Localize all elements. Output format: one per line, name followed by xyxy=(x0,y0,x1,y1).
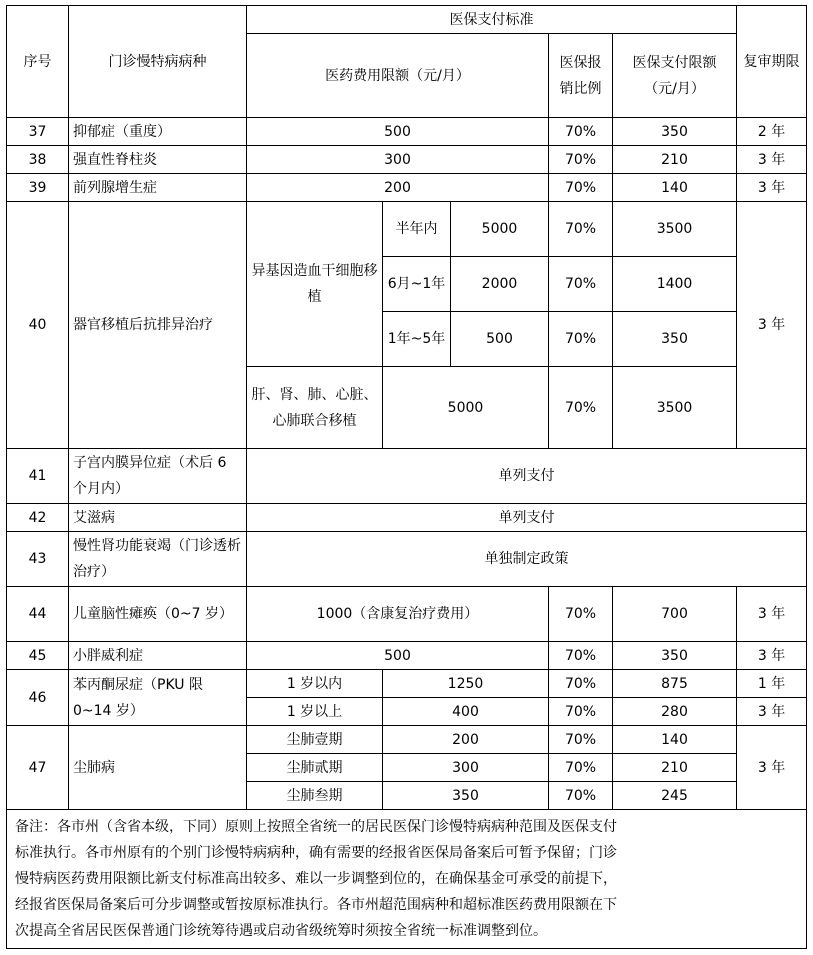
table-cell: 39 xyxy=(7,174,69,202)
note-line: 标准执行。各市州原有的个别门诊慢特病病种，确有需要的经报省医保局备案后可暂予保留；门诊 xyxy=(15,845,617,861)
table-cell: 700 xyxy=(613,587,737,642)
table-cell: 苯丙酮尿症（PKU 限 0~14 岁） xyxy=(69,670,247,726)
header-review: 复审期限 xyxy=(737,6,807,118)
table-cell: 43 xyxy=(7,532,69,587)
table-row xyxy=(7,587,807,642)
table-row xyxy=(7,670,807,698)
table-row xyxy=(7,449,807,504)
table-cell: 小胖威利症 xyxy=(69,642,247,670)
table-cell: 70% xyxy=(549,174,613,202)
table-cell: 70% xyxy=(549,202,613,257)
table-row xyxy=(7,642,807,670)
table-cell: 单列支付 xyxy=(247,449,807,504)
table-cell: 47 xyxy=(7,726,69,810)
table-cell: 强直性脊柱炎 xyxy=(69,146,247,174)
table-cell: 46 xyxy=(7,670,69,726)
table-cell: 42 xyxy=(7,504,69,532)
table-cell: 3 年 xyxy=(737,174,807,202)
table-cell: 350 xyxy=(613,118,737,146)
table-cell: 70% xyxy=(549,642,613,670)
table-cell: 1250 xyxy=(383,670,549,698)
table-cell: 3 年 xyxy=(737,726,807,810)
header-disease: 门诊慢特病病种 xyxy=(69,6,247,118)
table-cell: 70% xyxy=(549,670,613,698)
table-row xyxy=(7,174,807,202)
note-row xyxy=(7,810,807,949)
table-row xyxy=(7,726,807,754)
table-cell: 2 年 xyxy=(737,118,807,146)
table-cell: 70% xyxy=(549,726,613,754)
table-cell: 70% xyxy=(549,257,613,312)
table-cell: 单列支付 xyxy=(247,504,807,532)
table-cell: 70% xyxy=(549,146,613,174)
table-cell: 6月~1年 xyxy=(383,257,451,312)
table-cell: 5000 xyxy=(451,202,549,257)
table-row xyxy=(7,118,807,146)
table-cell: 70% xyxy=(549,367,613,449)
table-cell: 245 xyxy=(613,782,737,810)
table-cell: 140 xyxy=(613,174,737,202)
table-cell: 器官移植后抗排异治疗 xyxy=(69,202,247,449)
table-cell: 3 年 xyxy=(737,642,807,670)
table-cell: 45 xyxy=(7,642,69,670)
table-cell: 350 xyxy=(613,312,737,367)
note-line: 慢特病医药费用限额比新支付标准高出较多、难以一步调整到位的，在确保基金可承受的前提下， xyxy=(15,871,617,887)
table-cell: 5000 xyxy=(383,367,549,449)
note-line: 次提高全省居民医保普通门诊统筹待遇或启动省级统筹时须按全省统一标准调整到位。 xyxy=(15,923,547,939)
table-cell: 尘肺病 xyxy=(69,726,247,810)
table-cell: 70% xyxy=(549,754,613,782)
table-row xyxy=(7,202,807,257)
policy-table xyxy=(6,5,807,949)
table-cell: 500 xyxy=(247,642,549,670)
table-cell: 350 xyxy=(383,782,549,810)
table-cell: 500 xyxy=(247,118,549,146)
table-cell: 1 年 xyxy=(737,670,807,698)
table-cell: 140 xyxy=(613,726,737,754)
table-cell: 350 xyxy=(613,642,737,670)
table-cell: 1 岁以内 xyxy=(247,670,383,698)
note xyxy=(7,810,807,949)
table-cell: 尘肺贰期 xyxy=(247,754,383,782)
table-cell: 3500 xyxy=(613,202,737,257)
table-cell: 70% xyxy=(549,587,613,642)
table-cell: 70% xyxy=(549,118,613,146)
table-cell: 3 年 xyxy=(737,587,807,642)
table-cell: 艾滋病 xyxy=(69,504,247,532)
table-cell: 3 年 xyxy=(737,698,807,726)
table-cell: 200 xyxy=(247,174,549,202)
table-cell: 38 xyxy=(7,146,69,174)
table-cell: 尘肺叁期 xyxy=(247,782,383,810)
table-cell: 40 xyxy=(7,202,69,449)
table-cell: 1000（含康复治疗费用） xyxy=(247,587,549,642)
note-line: 经报省医保局备案后可分步调整或暂按原标准执行。各市州超范围病种和超标准医药费用限额在下 xyxy=(15,897,617,913)
header-standard: 医保支付标准 xyxy=(247,6,737,34)
table-cell: 肝、肾、肺、心脏、心肺联合移植 xyxy=(247,367,383,449)
table-cell: 子宫内膜异位症（术后 6 个月内） xyxy=(69,449,247,504)
table-cell: 1400 xyxy=(613,257,737,312)
table-cell: 41 xyxy=(7,449,69,504)
table-row xyxy=(7,146,807,174)
header-seq: 序号 xyxy=(7,6,69,118)
table-cell: 异基因造血干细胞移植 xyxy=(247,202,383,367)
table-row xyxy=(7,504,807,532)
table-cell: 300 xyxy=(247,146,549,174)
header-pay-limit: 医保支付限额（元/月） xyxy=(613,34,737,118)
header-cost-limit: 医药费用限额（元/月） xyxy=(247,34,549,118)
table-cell: 500 xyxy=(451,312,549,367)
table-cell: 875 xyxy=(613,670,737,698)
table-cell: 200 xyxy=(383,726,549,754)
table-cell: 3500 xyxy=(613,367,737,449)
table-cell: 抑郁症（重度） xyxy=(69,118,247,146)
table-cell: 3 年 xyxy=(737,202,807,449)
table-cell: 70% xyxy=(549,312,613,367)
table-cell: 1年~5年 xyxy=(383,312,451,367)
table-cell: 280 xyxy=(613,698,737,726)
table-cell: 慢性肾功能衰竭（门诊透析治疗） xyxy=(69,532,247,587)
table-cell: 3 年 xyxy=(737,146,807,174)
table-cell: 210 xyxy=(613,146,737,174)
table-cell: 半年内 xyxy=(383,202,451,257)
table-row xyxy=(7,532,807,587)
table-cell: 400 xyxy=(383,698,549,726)
table-cell: 300 xyxy=(383,754,549,782)
table-cell: 儿童脑性瘫痪（0~7 岁） xyxy=(69,587,247,642)
table-cell: 单独制定政策 xyxy=(247,532,807,587)
table-cell: 前列腺增生症 xyxy=(69,174,247,202)
table-cell: 37 xyxy=(7,118,69,146)
note-line: 备注：各市州（含省本级，下同）原则上按照全省统一的居民医保门诊慢特病病种范围及医保支付 xyxy=(15,819,617,835)
table-cell: 44 xyxy=(7,587,69,642)
table-cell: 尘肺壹期 xyxy=(247,726,383,754)
table-cell: 70% xyxy=(549,782,613,810)
table-cell: 210 xyxy=(613,754,737,782)
header-ratio: 医保报销比例 xyxy=(549,34,613,118)
table-cell: 1 岁以上 xyxy=(247,698,383,726)
table-cell: 2000 xyxy=(451,257,549,312)
table-cell: 70% xyxy=(549,698,613,726)
